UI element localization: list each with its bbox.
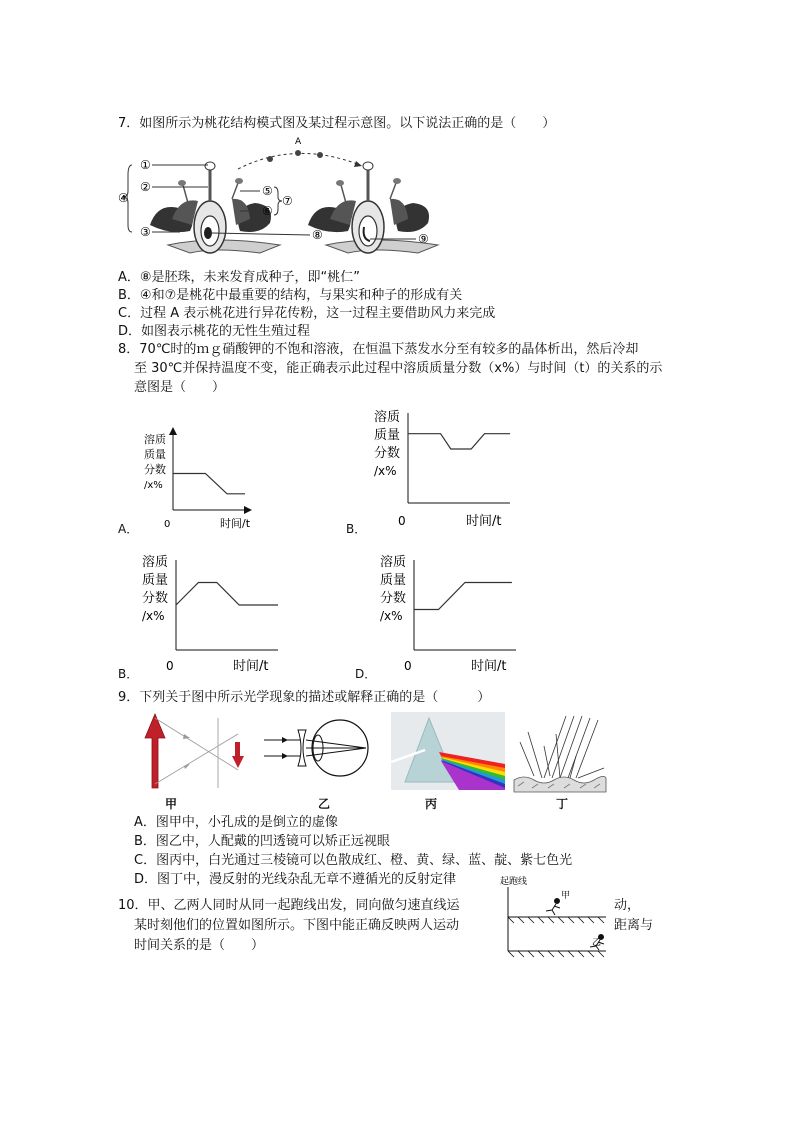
marker-2: ②	[140, 180, 151, 194]
q9-option-c: C．图丙中，白光通过三棱镜可以色散成红、橙、黄、绿、蓝、靛、紫七色光	[134, 853, 573, 868]
q9-fig-label-bing: 丙	[425, 797, 438, 811]
marker-1: ①	[140, 158, 151, 172]
q8-graph-d	[380, 550, 530, 675]
q10-race-figure	[500, 875, 612, 957]
data-curve	[176, 583, 278, 606]
q10-line-3: 时间关系的是（ ）	[134, 938, 265, 953]
q8-graph-b	[370, 405, 520, 530]
q8-graph-a	[140, 425, 260, 535]
q9-fig-label-yi: 乙	[318, 797, 331, 811]
runner-yi-label: 乙	[592, 938, 602, 948]
q9-option-a: A．图甲中，小孔成的是倒立的虚像	[134, 815, 338, 830]
origin-label: 0	[398, 514, 406, 528]
data-curve	[408, 434, 510, 449]
ylabel-line: 质量	[142, 573, 169, 588]
x-axis-label: 时间/t	[466, 514, 502, 529]
runner-jia-label: 甲	[561, 891, 571, 901]
origin-label: 0	[164, 519, 171, 530]
ylabel-line: /x%	[374, 464, 397, 478]
ylabel-line: /x%	[144, 480, 163, 491]
ylabel-line: 分数	[380, 591, 407, 606]
q7-option-b: B．④和⑦是桃花中最重要的结构，与果实和种子的形成有关	[118, 288, 463, 303]
q9-fig-label-jia: 甲	[165, 797, 178, 811]
marker-4: ④	[118, 191, 129, 205]
q9-option-b: B．图乙中，人配戴的凹透镜可以矫正远视眼	[134, 834, 390, 849]
start-line-label: 起跑线	[500, 877, 528, 887]
ylabel-line: 质量	[144, 448, 166, 461]
q8-option-letter-b: B．	[346, 522, 367, 536]
q9-fig-prism	[391, 712, 505, 790]
ylabel-line: 分数	[144, 463, 166, 476]
x-axis-label: 时间/t	[471, 659, 507, 674]
q10-tail-1: 动，	[614, 898, 641, 913]
marker-6: ⑥	[262, 204, 273, 218]
q9-fig-label-ding: 丁	[556, 797, 569, 811]
marker-8: ⑧	[312, 228, 323, 242]
q10-tail-2: 距离与	[614, 918, 654, 933]
ylabel-line: 溶质	[144, 433, 166, 446]
data-curve	[173, 474, 245, 494]
q8-stem-line-1: 8．70℃时的ｍｇ硝酸钾的不饱和溶液，在恒温下蒸发水分至有较多的晶体析出，然后冷却	[118, 342, 639, 357]
ylabel-line: 溶质	[374, 410, 401, 425]
q8-option-letter-c: B．	[118, 667, 139, 681]
q7-option-c: C．过程 A 表示桃花进行异花传粉，这一过程主要借助风力来完成	[118, 306, 496, 321]
marker-9: ⑨	[418, 232, 429, 246]
q9-stem: 9．下列关于图中所示光学现象的描述或解释正确的是（ ）	[118, 690, 491, 705]
ylabel-line: 质量	[374, 428, 401, 443]
q8-option-letter-d: D．	[355, 667, 377, 681]
marker-5: ⑤	[262, 184, 273, 198]
q8-option-letter-a: A．	[118, 522, 139, 536]
x-axis-label: 时间/t	[233, 659, 269, 674]
q8-graph-c	[142, 550, 292, 675]
runner-jia-icon	[546, 899, 560, 916]
process-label-a: A	[295, 137, 302, 147]
ylabel-line: 质量	[380, 573, 407, 588]
x-axis-label: 时间/t	[220, 517, 251, 530]
marker-7: ⑦	[282, 194, 293, 208]
ylabel-line: 溶质	[380, 555, 407, 570]
q9-option-d: D．图丁中，漫反射的光线杂乱无章不遵循光的反射定律	[134, 872, 457, 887]
q9-fig-diffuse	[514, 712, 606, 792]
q7-stem: 7．如图所示为桃花结构模式图及某过程示意图。以下说法正确的是（ ）	[118, 116, 556, 131]
ylabel-line: 分数	[142, 591, 169, 606]
origin-label: 0	[166, 659, 174, 673]
q7-option-d: D．如图表示桃花的无性生殖过程	[118, 324, 311, 339]
ylabel-line: 分数	[374, 446, 401, 461]
ylabel-line: /x%	[380, 609, 403, 623]
marker-3: ③	[140, 225, 151, 239]
q8-stem-line-3: 意图是（ ）	[134, 380, 226, 395]
left-flower	[150, 162, 280, 253]
q10-line-1: 10．甲、乙两人同时从同一起跑线出发，同向做匀速直线运	[118, 898, 460, 913]
q9-fig-eye	[262, 718, 372, 788]
q9-fig-pinhole	[140, 712, 258, 792]
data-curve	[414, 583, 512, 610]
q8-stem-line-2: 至 30℃并保持温度不变，能正确表示此过程中溶质质量分数（x%）与时间（t）的关系的示	[134, 361, 663, 376]
ylabel-line: 溶质	[142, 555, 169, 570]
origin-label: 0	[404, 659, 412, 673]
q10-line-2: 某时刻他们的位置如图所示。下图中能正确反映两人运动	[134, 918, 460, 933]
q7-option-a: A．⑧是胚珠，未来发育成种子，即“桃仁”	[118, 270, 361, 285]
q7-peach-flower-figure	[120, 135, 440, 260]
ylabel-line: /x%	[142, 609, 165, 623]
